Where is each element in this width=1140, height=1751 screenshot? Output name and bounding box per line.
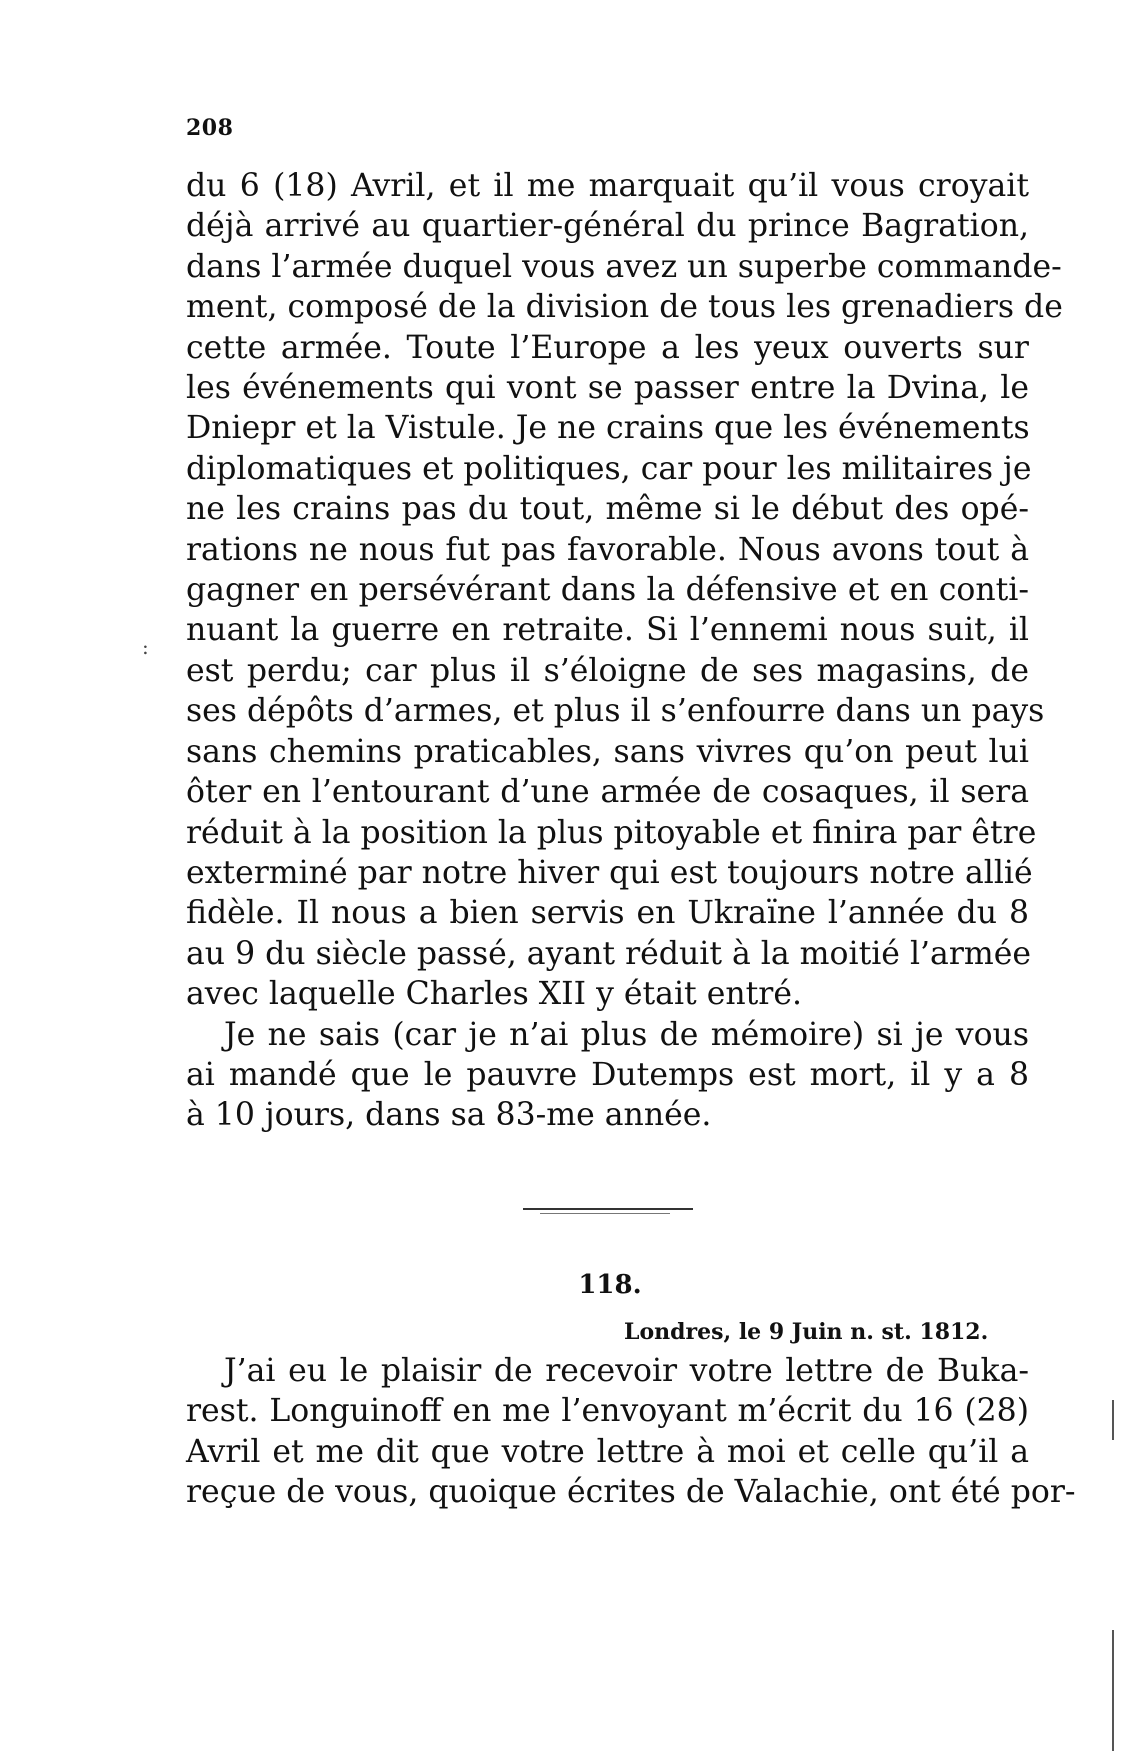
text-line: est perdu; car plus il s’éloigne de ses magasins, de [186, 652, 1029, 689]
text-line: J’ai eu le plaisir de recevoir votre lettre de Buka- [224, 1353, 1029, 1389]
text-line: avec laquelle Charles XII y était entré. [186, 976, 803, 1013]
text-line: à 10 jours, dans sa 83-me année. [186, 1097, 712, 1134]
text-line: diplomatiques et politiques, car pour les militaires je [186, 450, 1032, 487]
margin-mark: : [142, 635, 149, 659]
letter-number: 118. [578, 1270, 642, 1300]
text-line: ôter en l’entourant d’une armée de cosaques, il sera [186, 774, 1029, 811]
text-line: dans l’armée duquel vous avez un superbe commande- [186, 248, 1062, 285]
text-line: déjà arrivé au quartier-général du prince Bagration, [186, 208, 1029, 245]
text-line: Avril et me dit que votre lettre à moi et celle qu’il a [186, 1433, 1029, 1470]
text-line: ne les crains pas du tout, même si le début des opé- [186, 491, 1029, 528]
text-line: ses dépôts d’armes, et plus il s’enfourre dans un pays [186, 693, 1045, 730]
text-line: gagner en persévérant dans la défensive et en conti- [186, 572, 1029, 609]
text-line: rations ne nous fut pas favorable. Nous avons tout à [186, 531, 1029, 568]
text-line: du 6 (18) Avril, et il me marquait qu’il vous croyait [186, 168, 1029, 204]
text-line: au 9 du siècle passé, ayant réduit à la moitié l’armée [186, 935, 1032, 972]
text-line: les événements qui vont se passer entre la Dvina, le [186, 370, 1029, 407]
text-line: reçue de vous, quoique écrites de Valachie, ont été por- [186, 1474, 1076, 1511]
text-line: exterminé par notre hiver qui est toujours notre allié [186, 854, 1033, 891]
text-line: ai mandé que le pauvre Dutemps est mort, il y a 8 [186, 1056, 1029, 1093]
letter-dateline: Londres, le 9 Juin n. st. 1812. [624, 1319, 989, 1345]
letter-continuation-text [186, 166, 1063, 1136]
page-number: 208 [186, 115, 234, 141]
text-line: rest. Longuinoff en me l’envoyant m’écrit du 16 (28) [186, 1393, 1029, 1430]
text-line: ment, composé de la division de tous les grenadiers de [186, 289, 1063, 326]
scan-edge-mark [1112, 1630, 1114, 1751]
next-letter-text [186, 1351, 1076, 1513]
text-line: Je ne sais (car je n’ai plus de mémoire) si je vous [224, 1016, 1029, 1053]
text-line: nuant la guerre en retraite. Si l’ennemi nous suit, il [186, 612, 1029, 649]
section-separator [523, 1208, 693, 1210]
text-line: réduit à la position la plus pitoyable et finira par être [186, 814, 1037, 851]
text-line: cette armée. Toute l’Europe a les yeux ouverts sur [186, 329, 1029, 366]
text-line: fidèle. Il nous a bien servis en Ukraïne l’année du 8 [186, 895, 1029, 932]
text-line: sans chemins praticables, sans vivres qu’on peut lui [186, 733, 1029, 770]
scan-edge-mark [1112, 1400, 1114, 1440]
section-separator-thin [540, 1213, 670, 1214]
text-line: Dniepr et la Vistule. Je ne crains que les événements [186, 410, 1030, 447]
